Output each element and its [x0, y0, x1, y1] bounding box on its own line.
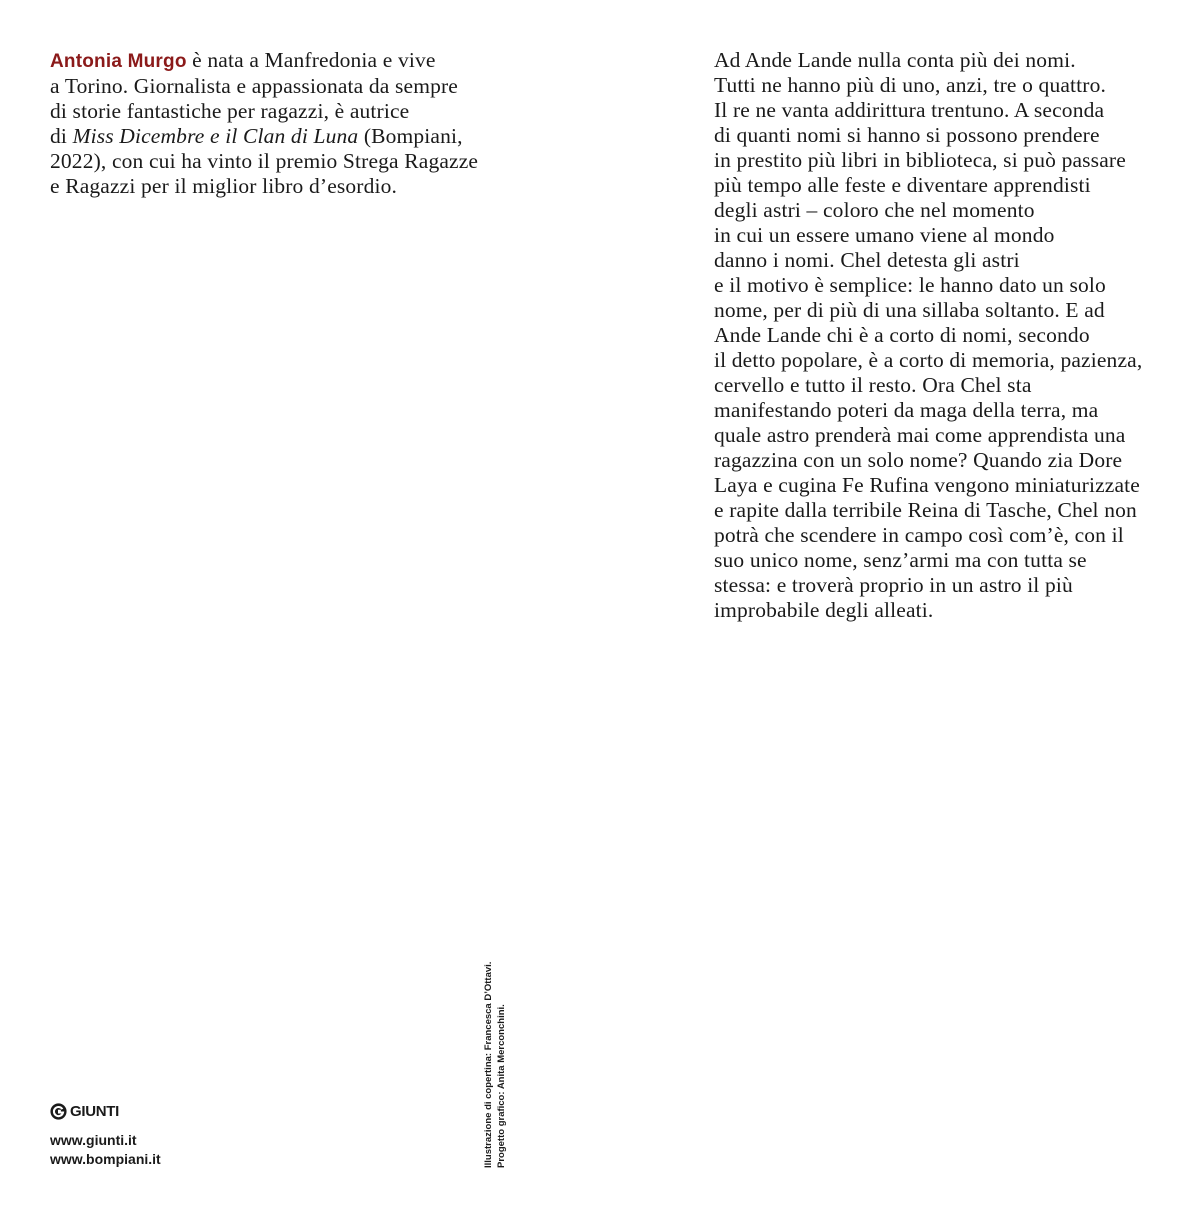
synopsis-line: nome, per di più di una sillaba soltanto. E ad [714, 298, 1105, 322]
publisher-name: GIUNTI [70, 1103, 120, 1120]
synopsis-line: e rapite dalla terribile Reina di Tasche, Chel non [714, 498, 1137, 522]
synopsis [714, 48, 1164, 623]
synopsis-line: Ad Ande Lande nulla conta più dei nomi. [714, 48, 1076, 72]
giunti-logo-icon [50, 1103, 67, 1120]
synopsis-line: in prestito più libri in biblioteca, si può passare [714, 148, 1126, 172]
synopsis-line: potrà che scendere in campo così com’è, con il [714, 523, 1124, 547]
book-title: Miss Dicembre e il Clan di Luna [72, 124, 359, 148]
synopsis-line: Laya e cugina Fe Rufina vengono miniaturizzate [714, 473, 1140, 497]
synopsis-line: di quanti nomi si hanno si possono prendere [714, 123, 1100, 147]
author-bio [50, 48, 530, 199]
author-bio-line-4: di Miss Dicembre e il Clan di Luna (Bompiani, [50, 124, 463, 148]
author-bio-line-1: Antonia Murgo è nata a Manfredonia e vive [50, 48, 436, 72]
synopsis-line: Ande Lande chi è a corto di nomi, secondo [714, 323, 1090, 347]
synopsis-line: Il re ne vanta addirittura trentuno. A seconda [714, 98, 1105, 122]
synopsis-line: degli astri – coloro che nel momento [714, 198, 1035, 222]
publisher-logo [50, 1103, 119, 1120]
synopsis-line: cervello e tutto il resto. Ora Chel sta [714, 373, 1032, 397]
synopsis-line: ragazzina con un solo nome? Quando zia Dore [714, 448, 1123, 472]
synopsis-line: improbabile degli alleati. [714, 598, 934, 622]
synopsis-line: quale astro prenderà mai come apprendista una [714, 423, 1126, 447]
synopsis-line: in cui un essere umano viene al mondo [714, 223, 1055, 247]
cover-credits-text [482, 961, 522, 1168]
author-bio-line-6: e Ragazzi per il miglior libro d’esordio. [50, 174, 398, 198]
author-name: Antonia Murgo [50, 51, 187, 72]
synopsis-line: e il motivo è semplice: le hanno dato un solo [714, 273, 1106, 297]
author-bio-line-5: 2022), con cui ha vinto il premio Strega Ragazze [50, 149, 479, 173]
publisher-urls [50, 1131, 161, 1169]
illustration-credit: Illustrazione di copertina: Francesca D’Ottavi. [483, 961, 494, 1168]
bompiani-url-link[interactable]: www.bompiani.it [50, 1151, 161, 1167]
synopsis-line: stessa: e troverà proprio in un astro il più [714, 573, 1073, 597]
author-bio-line-2: a Torino. Giornalista e appassionata da sempre [50, 74, 458, 98]
synopsis-line: più tempo alle feste e diventare apprendisti [714, 173, 1091, 197]
cover-credits [482, 961, 522, 1168]
synopsis-line: suo unico nome, senz’armi ma con tutta se [714, 548, 1087, 572]
giunti-url-link[interactable]: www.giunti.it [50, 1132, 137, 1148]
synopsis-line: il detto popolare, è a corto di memoria, pazienza, [714, 348, 1143, 372]
synopsis-line: Tutti ne hanno più di uno, anzi, tre o quattro. [714, 73, 1107, 97]
synopsis-line: manifestando poteri da maga della terra, ma [714, 398, 1099, 422]
design-credit: Progetto grafico: Anita Merconchini. [496, 1004, 507, 1168]
author-bio-line-3: di storie fantastiche per ragazzi, è autrice [50, 99, 410, 123]
synopsis-line: danno i nomi. Chel detesta gli astri [714, 248, 1020, 272]
